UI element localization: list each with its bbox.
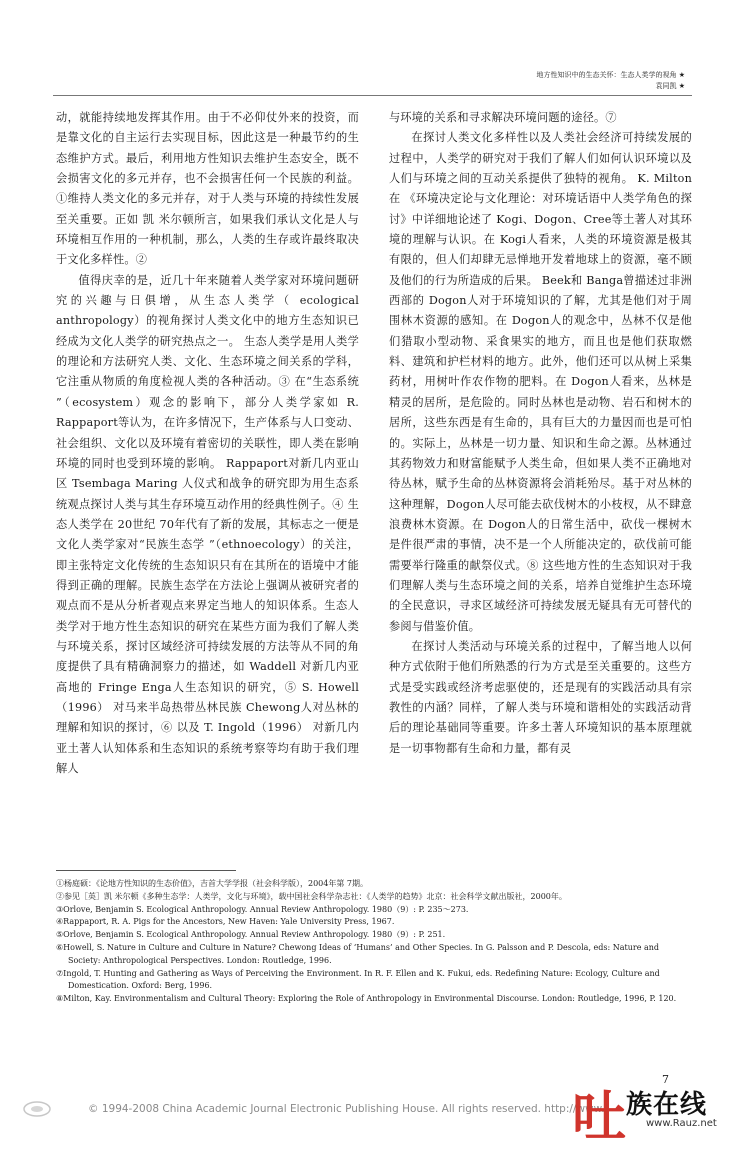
running-head-title: 地方性知识中的生态关怀：生态人类学的视角 ★ [536,71,685,79]
footnote-1: ①杨庭硕：《论地方性知识的生态价值》，吉首大学学报（社会科学版），2004年第 7期。 [56,879,368,888]
watermark-logo-glyph: 吐 [572,1084,626,1148]
footnote-6: ⑥Howell, S. Nature in Culture and Culture in Nature? Chewong Ideas of ‘Humans’ and Other Species. In G. Palsson and P. Descola, eds: Nature and Society: Anthropological Perspectives. London: Routledge, 1996. [56,942,660,965]
footnote-3: ③Orlove, Benjamin S. Ecological Anthropology. Annual Review Anthropology. 1980（9）: P. 235～273. [56,904,469,914]
right-paragraph-3: 在探讨人类活动与环境关系的过程中，了解当地人以何种方式依附于他们所熟悉的行为方式是至关重要的。这些方式是受实践或经济考虑驱使的，还是现有的实践活动具有宗教性的内涵？同样，了解人类与环境和谐相处的实践活动背后的理论基础同等重要。许多土著人环境知识的基本原理就是一切事物都有生命和力量，都有灵 [389,639,692,755]
left-paragraph-2: 值得庆幸的是，近几十年来随着人类学家对环境问题研究的兴趣与日俱增，从生态人类学（ ecological anthropology）的视角探讨人类文化中的地方生态知识已经成为文化人类学的研究热点之一。 生态人类学是用人类学的理论和方法研究人类、文化、生态环境之间关系的学科，它注重从物质的角度检视人类的各种活动。③ 在“生态系统 ”（ecosystem）观念的影响下，部分人类学家如 R. Rappaport等认为，在许多情况下，生产体系与人口变动、社会组织、文化以及环境有着密切的关联性，即人类在影响环境的同时也受到环境的影响。 Rappaport对新几内亚山区 Tsembaga Maring 人仪式和战争的研究即为用生态系统观点探讨人类与其生存环境互动作用的经典性例子。④ 生态人类学在 20世纪 70年代有了新的发展，其标志之一便是文化人类学家对“民族生态学 ”（ethnoecology）的关注，即主张特定文化传统的生态知识只有在其所在的语境中才能得到正确的理解。民族生态学在方法论上强调从被研究者的观点而不是从分析者观点来界定当地人的知识体系。生态人类学对于地方性生态知识的研究在某些方面为我们了解人类与环境关系，探讨区域经济可持续发展的方法等从不同的角度提供了具有精确洞察力的描述，如 Waddell 对新几内亚高地的 Fringe Enga人生态知识的研究，⑤ S. Howell（1996） 对马来半岛热带丛林民族 Chewong人对丛林的理解和知识的探讨，⑥ 以及 T. Ingold（1996） 对新几内亚土著人认知体系和生态知识的系统考察等均有助于我们理解人 [56,273,359,775]
footnotes [56,878,690,1006]
running-head-author: 袁同凯 ★ [655,82,685,90]
footnote-8: ⑧Milton, Kay. Environmentalism and Cultural Theory: Exploring the Role of Anthropology in Environmental Discourse. London: Routledge, 1996, P. 120. [56,994,677,1004]
site-watermark [570,1078,740,1148]
running-head [385,70,685,92]
right-column [389,108,692,759]
footnote-4: ④Rappaport, R. A. Pigs for the Ancestors, New Haven: Yale University Press, 1967. [56,917,395,927]
watermark-site-name: 族在线 [626,1090,708,1120]
page-number: 7 [662,1073,669,1086]
footnote-7: ⑦Ingold, T. Hunting and Gathering as Ways of Perceiving the Environment. In R. F. Ellen and K. Fukui, eds. Redefining Nature: Ecology, Culture and Domestication. Oxford: Berg, 1996. [56,968,660,991]
right-paragraph-1: 与环境的关系和寻求解决环境问题的途径。⑦ [389,111,617,124]
publisher-logo-icon [22,1099,52,1119]
header-rule [53,95,692,96]
copyright-notice: © 1994-2008 China Academic Journal Electronic Publishing House. All rights reserved. http://www. [88,1103,605,1115]
footnote-rule [56,870,236,871]
left-column [56,108,359,779]
footnote-2: ②参见［英］凯 米尔顿《多种生态学：人类学，文化与环境》，载中国社会科学杂志社：《人类学的趋势》北京：社会科学文献出版社，2000年。 [56,891,567,901]
footnote-5: ⑤Orlove, Benjamin S. Ecological Anthropology. Annual Review Anthropology. 1980（9）: P. 251. [56,930,446,940]
left-paragraph-1: 动，就能持续地发挥其作用。由于不必仰仗外来的投资，而是靠文化的自主运行去实现目标，因此这是一种最节约的生态维护方式。最后，利用地方性知识去维护生态安全，既不会损害文化的多元并存，也不会损害任何一个民族的利益。①维持人类文化的多元并存，对于人类与环境的持续性发展至关重要。正如 凯 米尔顿所言，如果我们承认文化是人与环境相互作用的一种机制，那么，人类的生存或许最终取决于文化多样性。② [56,111,359,267]
right-paragraph-2: 在探讨人类文化多样性以及人类社会经济可持续发展的过程中，人类学的研究对于我们了解人们如何认识环境以及人们与环境之间的互动关系提供了独特的视角。 K. Milton在 《环境决定论与文化理论：对环境话语中人类学角色的探讨》中详细地论述了 Kogi、Dogon、Cree等土著人对其环境的理解与认识。在 Kogi人看来，人类的环境资源是极其有限的，但人们却肆无忌惮地开发着地球上的资源，毫不顾及他们的行为所造成的后果。 Beek和 Banga曾描述过非洲西部的 Dogon人对于环境知识的了解，尤其是他们对于周围林木资源的感知。在 Dogon人的观念中，丛林不仅是他们猎取小型动物、采食果实的地方，而且也是他们获取燃料、建筑和护栏材料的地方。此外，他们还可以从树上采集药材，用树叶作农作物的肥料。在 Dogon人看来，丛林是精灵的居所，是危险的。同时丛林也是动物、岩石和树木的居所，这些东西是有生命的，具有巨大的力量因而也是可怕的。实际上，丛林是一切力量、知识和生命之源。丛林通过其药物效力和财富能赋予人类生命，但如果人类不正确地对待丛林，赋予生命的丛林资源将会消耗殆尽。基于对丛林的这种理解，Dogon人尽可能去砍伐树木的小枝杈，从不肆意浪费林木资源。在 Dogon人的日常生活中，砍伐一棵树木是件很严肃的事情，决不是一个人所能决定的，砍伐前可能需要举行隆重的献祭仪式。⑧ 这些地方性的生态知识对于我们理解人类与生态环境之间的关系，培养自觉维护生态环境的全民意识，寻求区域经济可持续发展无疑具有无可替代的参阅与借鉴价值。 [389,131,692,633]
watermark-url: www.Rauz.net [646,1118,717,1129]
